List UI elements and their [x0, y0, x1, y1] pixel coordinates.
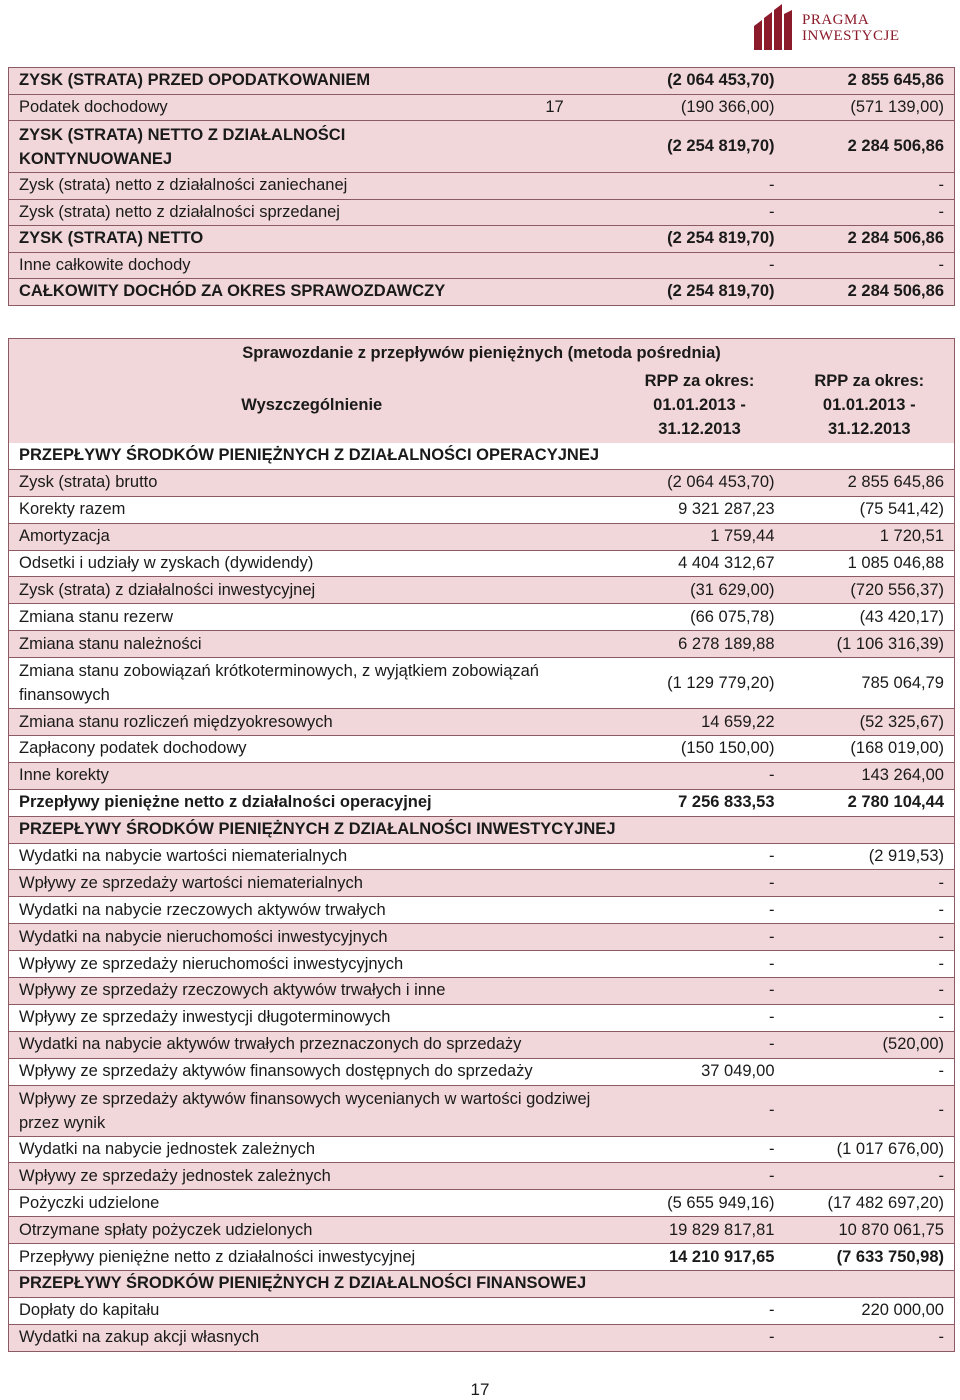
column-header-period-1 — [615, 367, 785, 443]
cashflow-row-label: Wpływy ze sprzedaży rzeczowych aktywów trwałych i inne — [9, 978, 615, 1005]
column-header-period-2 — [785, 367, 955, 443]
cashflow-row — [9, 577, 955, 604]
column-header-period-1-line: RPP za okres: — [644, 372, 755, 390]
income-row-label: ZYSK (STRATA) NETTO — [9, 226, 505, 253]
column-header-period-2-line: RPP za okres: — [814, 372, 925, 390]
cashflow-section-row — [9, 1271, 955, 1298]
cashflow-row — [9, 897, 955, 924]
cashflow-row-label: Dopłaty do kapitału — [9, 1297, 615, 1324]
income-row-value-2: - — [785, 173, 955, 200]
income-row — [9, 94, 955, 121]
cashflow-row-value-2: (7 633 750,98) — [785, 1244, 955, 1271]
income-row — [9, 68, 955, 95]
column-header-period-2-line: 31.12.2013 — [827, 420, 911, 438]
income-row-label: Zysk (strata) netto z działalności sprzedanej — [9, 199, 505, 226]
cashflow-row-value-1: - — [615, 924, 785, 951]
income-row-value-2: - — [785, 252, 955, 279]
income-row-value-1: (2 254 819,70) — [605, 279, 785, 306]
cashflow-row — [9, 604, 955, 631]
cashflow-row-value-2: 1 720,51 — [785, 523, 955, 550]
cashflow-title-row — [9, 339, 955, 368]
cashflow-row-value-1: (150 150,00) — [615, 736, 785, 763]
cashflow-row — [9, 762, 955, 789]
brand-name-line1: PRAGMA — [802, 12, 870, 28]
cashflow-row-label: Przepływy pieniężne netto z działalności operacyjnej — [9, 789, 615, 816]
income-row-label: CAŁKOWITY DOCHÓD ZA OKRES SPRAWOZDAWCZY — [9, 279, 505, 306]
income-row-value-1: (2 064 453,70) — [605, 68, 785, 95]
cashflow-row-value-2: (1 106 316,39) — [785, 631, 955, 658]
cashflow-row-value-1: - — [615, 978, 785, 1005]
cashflow-row — [9, 924, 955, 951]
cashflow-row-label: Odsetki i udziały w zyskach (dywidendy) — [9, 550, 615, 577]
cashflow-row — [9, 631, 955, 658]
cashflow-row — [9, 469, 955, 496]
income-row-note — [505, 199, 605, 226]
cashflow-table — [8, 338, 955, 1352]
cashflow-row-label: Zmiana stanu rozliczeń międzyokresowych — [9, 709, 615, 736]
column-header-period-1-line: 01.01.2013 - — [653, 396, 746, 414]
income-row-note — [505, 68, 605, 95]
cashflow-row-value-2: (2 919,53) — [785, 843, 955, 870]
cashflow-header-row — [9, 367, 955, 443]
cashflow-row-label: PRZEPŁYWY ŚRODKÓW PIENIĘŻNYCH Z DZIAŁALNOŚCI INWESTYCYJNEJ — [9, 816, 955, 843]
cashflow-row — [9, 870, 955, 897]
income-row-note — [505, 173, 605, 200]
cashflow-row-value-1: - — [615, 870, 785, 897]
cashflow-row-value-1: - — [615, 762, 785, 789]
cashflow-row-label: Inne korekty — [9, 762, 615, 789]
cashflow-row — [9, 523, 955, 550]
income-row-value-1: - — [605, 252, 785, 279]
cashflow-row-value-1: - — [615, 1136, 785, 1163]
building-logo-icon — [752, 4, 796, 52]
cashflow-row-label: Zysk (strata) brutto — [9, 469, 615, 496]
cashflow-row-value-2: 220 000,00 — [785, 1297, 955, 1324]
cashflow-row — [9, 1324, 955, 1351]
cashflow-row-value-1: 14 210 917,65 — [615, 1244, 785, 1271]
cashflow-row-value-1: - — [615, 843, 785, 870]
cashflow-row-value-2: (168 019,00) — [785, 736, 955, 763]
cashflow-row — [9, 951, 955, 978]
income-row-label: ZYSK (STRATA) NETTO Z DZIAŁALNOŚCI KONTYNUOWANEJ — [9, 121, 505, 173]
cashflow-row — [9, 1163, 955, 1190]
cashflow-row — [9, 1190, 955, 1217]
income-row — [9, 226, 955, 253]
cashflow-row-value-2: - — [785, 924, 955, 951]
cashflow-row-value-1: - — [615, 897, 785, 924]
cashflow-title: Sprawozdanie z przepływów pieniężnych (metoda pośrednia) — [242, 343, 721, 362]
cashflow-row-value-2: - — [785, 1163, 955, 1190]
cashflow-row-value-1: 9 321 287,23 — [615, 496, 785, 523]
income-row-label: ZYSK (STRATA) PRZED OPODATKOWANIEM — [9, 68, 505, 95]
cashflow-row-value-1: - — [615, 1297, 785, 1324]
cashflow-row — [9, 736, 955, 763]
income-row-note: 17 — [505, 94, 605, 121]
cashflow-row-label: Wydatki na nabycie aktywów trwałych przeznaczonych do sprzedaży — [9, 1031, 615, 1058]
cashflow-row-label: Wydatki na nabycie jednostek zależnych — [9, 1136, 615, 1163]
cashflow-row-value-2: (52 325,67) — [785, 709, 955, 736]
cashflow-row — [9, 978, 955, 1005]
cashflow-row-value-1: 37 049,00 — [615, 1058, 785, 1085]
cashflow-section-row — [9, 443, 955, 469]
cashflow-row-label: PRZEPŁYWY ŚRODKÓW PIENIĘŻNYCH Z DZIAŁALNOŚCI OPERACYJNEJ — [9, 443, 955, 469]
cashflow-row-label: Pożyczki udzielone — [9, 1190, 615, 1217]
cashflow-row-value-1: 1 759,44 — [615, 523, 785, 550]
income-row — [9, 279, 955, 306]
cashflow-row-value-1: - — [615, 951, 785, 978]
cashflow-row-value-2: (520,00) — [785, 1031, 955, 1058]
cashflow-row-value-2: 143 264,00 — [785, 762, 955, 789]
income-row-note — [505, 121, 605, 173]
cashflow-row-value-1: - — [615, 1163, 785, 1190]
cashflow-row — [9, 658, 955, 709]
cashflow-row-value-1: 7 256 833,53 — [615, 789, 785, 816]
cashflow-row-label: Wpływy ze sprzedaży jednostek zależnych — [9, 1163, 615, 1190]
cashflow-row-value-2: (1 017 676,00) — [785, 1136, 955, 1163]
cashflow-row-label: Zmiana stanu rezerw — [9, 604, 615, 631]
cashflow-row-label: PRZEPŁYWY ŚRODKÓW PIENIĘŻNYCH Z DZIAŁALNOŚCI FINANSOWEJ — [9, 1271, 955, 1298]
cashflow-row-value-2: - — [785, 978, 955, 1005]
cashflow-row-value-2: (43 420,17) — [785, 604, 955, 631]
cashflow-row-value-2: - — [785, 1085, 955, 1136]
income-row-value-2: - — [785, 199, 955, 226]
cashflow-row-value-2: 2 780 104,44 — [785, 789, 955, 816]
cashflow-row-label: Wydatki na nabycie wartości niematerialnych — [9, 843, 615, 870]
cashflow-row-label: Wpływy ze sprzedaży aktywów finansowych wycenianych w wartości godziwej przez wynik — [9, 1085, 615, 1136]
income-row-value-2: 2 855 645,86 — [785, 68, 955, 95]
cashflow-row-label: Wpływy ze sprzedaży nieruchomości inwestycyjnych — [9, 951, 615, 978]
cashflow-row-value-2: 785 064,79 — [785, 658, 955, 709]
cashflow-row-value-2: - — [785, 870, 955, 897]
income-row-note — [505, 252, 605, 279]
cashflow-row-value-1: (2 064 453,70) — [615, 469, 785, 496]
income-row-value-1: (2 254 819,70) — [605, 121, 785, 173]
cashflow-row-value-1: (31 629,00) — [615, 577, 785, 604]
income-row-value-1: (2 254 819,70) — [605, 226, 785, 253]
brand-logo — [752, 2, 952, 54]
cashflow-row-value-1: - — [615, 1324, 785, 1351]
cashflow-row-value-1: 4 404 312,67 — [615, 550, 785, 577]
income-row — [9, 252, 955, 279]
cashflow-row — [9, 1297, 955, 1324]
cashflow-row — [9, 550, 955, 577]
cashflow-row-label: Zmiana stanu należności — [9, 631, 615, 658]
cashflow-row-value-2: (17 482 697,20) — [785, 1190, 955, 1217]
cashflow-row-value-1: 19 829 817,81 — [615, 1217, 785, 1244]
cashflow-row — [9, 496, 955, 523]
income-statement-table — [8, 67, 955, 306]
cashflow-row-value-2: - — [785, 897, 955, 924]
cashflow-row-value-1: (5 655 949,16) — [615, 1190, 785, 1217]
income-row-value-2: (571 139,00) — [785, 94, 955, 121]
cashflow-row-label: Wydatki na nabycie rzeczowych aktywów trwałych — [9, 897, 615, 924]
cashflow-row — [9, 1217, 955, 1244]
cashflow-row-label: Zmiana stanu zobowiązań krótkoterminowych, z wyjątkiem zobowiązań finansowych — [9, 658, 615, 709]
cashflow-row-value-1: 6 278 189,88 — [615, 631, 785, 658]
income-row-value-2: 2 284 506,86 — [785, 226, 955, 253]
income-row-note — [505, 279, 605, 306]
cashflow-row — [9, 1031, 955, 1058]
cashflow-row-label: Korekty razem — [9, 496, 615, 523]
income-row-value-1: - — [605, 199, 785, 226]
cashflow-row — [9, 789, 955, 816]
cashflow-row-label: Wydatki na nabycie nieruchomości inwestycyjnych — [9, 924, 615, 951]
cashflow-row — [9, 1085, 955, 1136]
income-row-value-2: 2 284 506,86 — [785, 279, 955, 306]
cashflow-row-label: Wpływy ze sprzedaży aktywów finansowych dostępnych do sprzedaży — [9, 1058, 615, 1085]
column-header-period-1-line: 31.12.2013 — [658, 420, 741, 438]
cashflow-row — [9, 1004, 955, 1031]
cashflow-row-label: Wydatki na zakup akcji własnych — [9, 1324, 615, 1351]
income-row-label: Podatek dochodowy — [9, 94, 505, 121]
income-row-note — [505, 226, 605, 253]
cashflow-row-value-2: - — [785, 1004, 955, 1031]
cashflow-row-value-1: - — [615, 1004, 785, 1031]
cashflow-row-value-2: - — [785, 1058, 955, 1085]
cashflow-row-value-1: (1 129 779,20) — [615, 658, 785, 709]
column-header-period-2-line: 01.01.2013 - — [822, 396, 916, 414]
cashflow-row-label: Otrzymane spłaty pożyczek udzielonych — [9, 1217, 615, 1244]
cashflow-row-value-2: (720 556,37) — [785, 577, 955, 604]
income-row — [9, 173, 955, 200]
cashflow-row-value-1: - — [615, 1031, 785, 1058]
cashflow-row — [9, 1244, 955, 1271]
cashflow-row-value-2: 2 855 645,86 — [785, 469, 955, 496]
cashflow-row-label: Wpływy ze sprzedaży inwestycji długoterminowych — [9, 1004, 615, 1031]
cashflow-row-label: Zysk (strata) z działalności inwestycyjnej — [9, 577, 615, 604]
income-row — [9, 199, 955, 226]
income-row-label: Inne całkowite dochody — [9, 252, 505, 279]
cashflow-row-label: Wpływy ze sprzedaży wartości niematerialnych — [9, 870, 615, 897]
income-row-value-1: (190 366,00) — [605, 94, 785, 121]
brand-name-line2: INWESTYCJE — [802, 28, 900, 44]
cashflow-row — [9, 1136, 955, 1163]
cashflow-row-value-2: 1 085 046,88 — [785, 550, 955, 577]
cashflow-row-value-1: 14 659,22 — [615, 709, 785, 736]
cashflow-row-value-1: (66 075,78) — [615, 604, 785, 631]
cashflow-row-label: Amortyzacja — [9, 523, 615, 550]
cashflow-row — [9, 1058, 955, 1085]
page-number: 17 — [470, 1380, 490, 1399]
cashflow-row-value-2: - — [785, 951, 955, 978]
cashflow-section-row — [9, 816, 955, 843]
cashflow-row-value-2: - — [785, 1324, 955, 1351]
column-header-description: Wyszczególnienie — [241, 395, 383, 414]
income-row-label: Zysk (strata) netto z działalności zaniechanej — [9, 173, 505, 200]
cashflow-row-value-2: (75 541,42) — [785, 496, 955, 523]
cashflow-row-value-1: - — [615, 1085, 785, 1136]
income-row — [9, 121, 955, 173]
income-row-value-1: - — [605, 173, 785, 200]
cashflow-row — [9, 709, 955, 736]
cashflow-row-label: Zapłacony podatek dochodowy — [9, 736, 615, 763]
cashflow-row-label: Przepływy pieniężne netto z działalności inwestycyjnej — [9, 1244, 615, 1271]
cashflow-row-value-2: 10 870 061,75 — [785, 1217, 955, 1244]
cashflow-row — [9, 843, 955, 870]
income-row-value-2: 2 284 506,86 — [785, 121, 955, 173]
